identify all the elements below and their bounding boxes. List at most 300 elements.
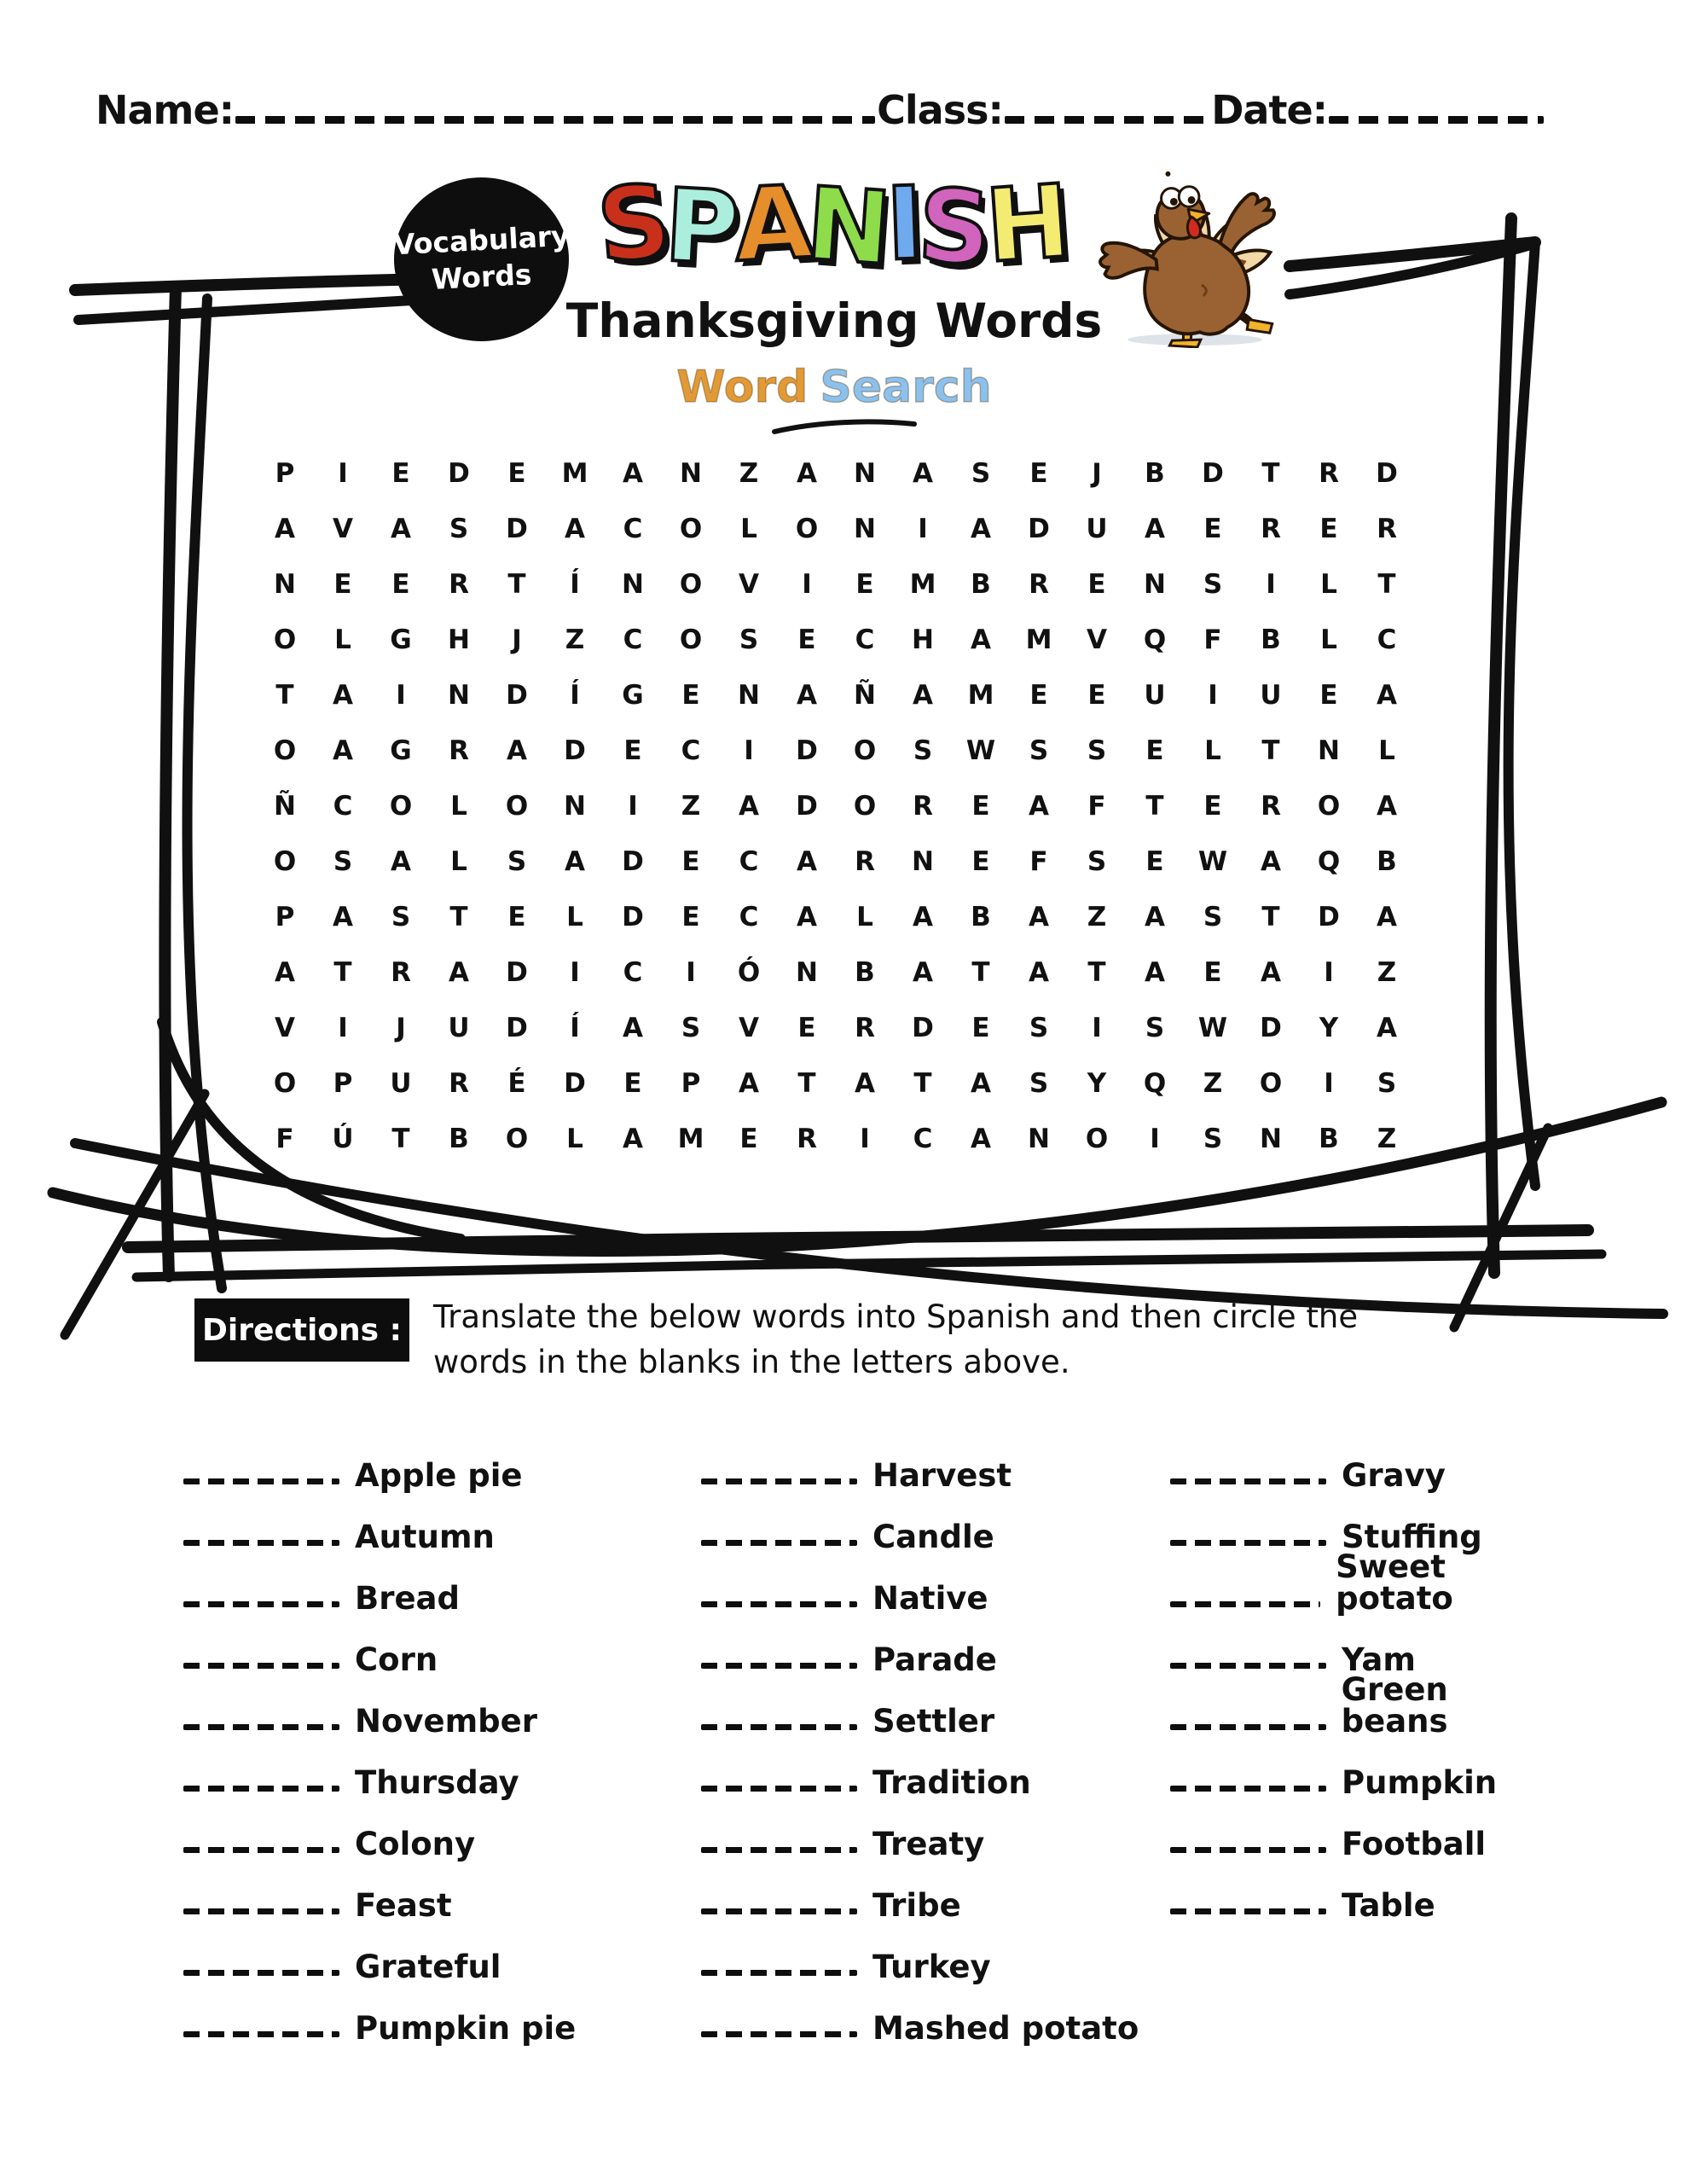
grid-letter: C — [623, 624, 643, 655]
grid-letter: Q — [1143, 1067, 1167, 1099]
grid-letter: S — [1087, 845, 1107, 877]
grid-letter: S — [391, 901, 411, 932]
word-label: Football — [1342, 1826, 1487, 1862]
grid-letter: D — [506, 956, 528, 988]
grid-letter: G — [390, 624, 412, 655]
grid-letter: S — [739, 624, 759, 655]
grid-letter: T — [391, 1123, 410, 1154]
grid-letter: I — [802, 568, 812, 600]
word-list-item — [183, 1493, 701, 1554]
word-list-item — [183, 1554, 701, 1616]
grid-letter: A — [739, 790, 759, 822]
grid-letter: Ú — [332, 1123, 354, 1154]
grid-letter: O — [273, 1067, 297, 1099]
grid-letter: R — [1377, 513, 1397, 544]
grid-letter: I — [860, 1123, 870, 1154]
grid-letter: N — [854, 457, 876, 489]
grid-letter: O — [853, 790, 877, 822]
grid-letter: T — [449, 901, 468, 932]
grid-letter: W — [1197, 845, 1228, 877]
grid-letter: L — [566, 901, 583, 932]
translation-blank[interactable] — [1170, 1786, 1326, 1792]
word-label: November — [355, 1703, 537, 1740]
grid-letter: A — [1377, 790, 1397, 822]
grid-letter: I — [1150, 1123, 1160, 1154]
grid-letter: Y — [1319, 1012, 1339, 1043]
grid-letter: C — [1377, 624, 1397, 655]
grid-letter: P — [275, 901, 295, 932]
grid-letter: O — [679, 513, 703, 544]
grid-letter: N — [1028, 1123, 1050, 1154]
wordsearch-title-word: Search — [820, 362, 992, 413]
grid-letter: O — [1317, 790, 1341, 822]
grid-letter: H — [912, 624, 934, 655]
name-label: Name: — [96, 87, 235, 133]
word-list-item — [1170, 1800, 1565, 1862]
grid-letter: E — [333, 568, 352, 600]
spanish-title-letter: P — [662, 166, 743, 288]
word-list-item — [1170, 1548, 1565, 1617]
grid-letter: G — [390, 735, 412, 766]
translation-blank[interactable] — [183, 1724, 339, 1730]
grid-letter: A — [797, 457, 817, 489]
word-label: Pumpkin — [1342, 1764, 1498, 1801]
grid-letter: S — [1029, 1012, 1049, 1043]
class-label: Class: — [877, 87, 1003, 133]
translation-blank[interactable] — [1170, 1601, 1320, 1607]
grid-letter: T — [913, 1067, 932, 1099]
badge-line2: Words — [430, 257, 533, 297]
grid-letter: E — [623, 1067, 642, 1099]
directions-line2: words in the blanks in the letters above. — [433, 1343, 1070, 1380]
grid-letter: T — [275, 679, 294, 711]
grid-letter: A — [913, 679, 933, 711]
grid-letter: T — [1087, 956, 1106, 988]
word-list-item — [183, 1616, 701, 1677]
grid-letter: B — [1377, 845, 1397, 877]
grid-letter: I — [1324, 956, 1334, 988]
grid-letter: A — [333, 901, 353, 932]
word-list-item — [701, 1554, 1170, 1616]
translation-blank[interactable] — [701, 1724, 857, 1730]
grid-letter: N — [448, 679, 470, 711]
grid-letter: D — [912, 1012, 934, 1043]
word-label: Tribe — [872, 1887, 961, 1924]
spanish-title-letter: A — [731, 162, 815, 285]
grid-letter: Í — [570, 679, 580, 711]
word-list-item — [183, 1739, 701, 1800]
grid-letter: C — [739, 901, 759, 932]
grid-letter: G — [622, 679, 644, 711]
grid-letter: W — [1197, 1012, 1228, 1043]
translation-blank[interactable] — [701, 1663, 857, 1669]
grid-letter: D — [506, 1012, 528, 1043]
translation-blank[interactable] — [183, 1970, 339, 1976]
translation-blank[interactable] — [701, 1908, 857, 1914]
grid-letter: D — [1376, 457, 1398, 489]
grid-letter: A — [391, 513, 411, 544]
grid-letter: E — [1145, 735, 1164, 766]
grid-letter: Y — [1087, 1067, 1107, 1099]
grid-letter: I — [628, 790, 638, 822]
grid-letter: F — [1203, 624, 1222, 655]
translation-blank[interactable] — [701, 1540, 857, 1546]
word-label: Pumpkin pie — [355, 2010, 577, 2047]
spanish-title-letter: S — [915, 166, 994, 288]
grid-letter: Ñ — [274, 790, 296, 822]
class-blank[interactable] — [1005, 116, 1209, 124]
grid-letter: E — [1029, 457, 1048, 489]
word-label: Stuffing — [1342, 1519, 1482, 1555]
spanish-title-letter: H — [982, 161, 1075, 286]
grid-letter: C — [681, 735, 701, 766]
grid-letter: Z — [681, 790, 701, 822]
grid-letter: S — [449, 513, 469, 544]
grid-letter: A — [1377, 1012, 1397, 1043]
vocabulary-words-badge — [394, 177, 569, 341]
grid-letter: Z — [739, 457, 759, 489]
directions-line1: Translate the below words into Spanish and then circle the — [433, 1298, 1359, 1335]
grid-letter: L — [856, 901, 873, 932]
translation-blank[interactable] — [701, 1970, 857, 1976]
translation-blank[interactable] — [183, 2031, 339, 2037]
grid-letter: O — [795, 513, 819, 544]
grid-letter: N — [1318, 735, 1340, 766]
grid-letter: E — [623, 735, 642, 766]
grid-letter: Ó — [737, 956, 761, 988]
translation-blank[interactable] — [183, 1478, 339, 1484]
grid-letter: O — [273, 735, 297, 766]
grid-letter: I — [338, 1012, 348, 1043]
grid-letter: N — [274, 568, 296, 600]
grid-letter: L — [1378, 735, 1395, 766]
date-label: Date: — [1211, 87, 1328, 133]
grid-letter: N — [622, 568, 644, 600]
translation-blank[interactable] — [1170, 1908, 1326, 1914]
grid-letter: R — [391, 956, 411, 988]
wordsearch-title — [578, 362, 1090, 413]
grid-letter: Q — [1317, 845, 1341, 877]
word-label: Autumn — [355, 1519, 495, 1555]
grid-letter: N — [1144, 568, 1166, 600]
grid-letter: C — [913, 1123, 933, 1154]
translation-blank[interactable] — [701, 1847, 857, 1853]
grid-letter: E — [971, 845, 990, 877]
name-blank[interactable] — [235, 116, 875, 124]
word-label: Bread — [355, 1580, 460, 1617]
grid-letter: H — [448, 624, 470, 655]
grid-letter: A — [1029, 956, 1049, 988]
grid-letter: D — [1028, 513, 1050, 544]
translation-blank[interactable] — [701, 1478, 857, 1484]
grid-letter: A — [1145, 956, 1165, 988]
grid-letter: L — [450, 845, 467, 877]
grid-letter: E — [1203, 956, 1222, 988]
grid-letter: V — [275, 1012, 295, 1043]
grid-letter: S — [971, 457, 991, 489]
grid-letter: A — [449, 956, 469, 988]
word-label: Tradition — [872, 1764, 1031, 1801]
grid-letter: I — [1324, 1067, 1334, 1099]
grid-letter: D — [506, 513, 528, 544]
grid-letter: Z — [565, 624, 585, 655]
grid-letter: S — [1145, 1012, 1165, 1043]
grid-letter: E — [1145, 845, 1164, 877]
grid-letter: D — [622, 845, 644, 877]
grid-letter: I — [570, 956, 580, 988]
translation-blank[interactable] — [1170, 1663, 1326, 1669]
grid-letter: E — [1319, 513, 1338, 544]
grid-letter: V — [739, 1012, 759, 1043]
word-list-item — [183, 1984, 701, 2046]
grid-letter: B — [855, 956, 875, 988]
grid-letter: A — [333, 679, 353, 711]
word-list-item — [1170, 1432, 1565, 1493]
word-list-item — [701, 1800, 1170, 1862]
translation-blank[interactable] — [701, 1786, 857, 1792]
grid-letter: T — [1261, 901, 1280, 932]
grid-letter: O — [505, 1123, 529, 1154]
grid-letter: F — [1087, 790, 1106, 822]
grid-letter: E — [391, 457, 410, 489]
grid-letter: I — [686, 956, 696, 988]
translation-blank[interactable] — [701, 1601, 857, 1607]
word-label: Settler — [872, 1703, 995, 1740]
grid-letter: D — [1202, 457, 1224, 489]
grid-letter: M — [909, 568, 936, 600]
grid-letter: Z — [1377, 956, 1397, 988]
grid-letter: R — [449, 568, 469, 600]
translation-blank[interactable] — [183, 1663, 339, 1669]
grid-letter: S — [913, 735, 933, 766]
grid-letter: J — [1092, 457, 1102, 489]
worksheet-subtitle: Thanksgiving Words — [565, 293, 1103, 348]
grid-letter: A — [971, 1067, 991, 1099]
grid-letter: B — [449, 1123, 469, 1154]
grid-letter: S — [1029, 735, 1049, 766]
grid-letter: S — [681, 1012, 701, 1043]
grid-letter: L — [1320, 568, 1337, 600]
word-list-item — [1170, 1862, 1565, 1923]
grid-letter: A — [971, 624, 991, 655]
grid-letter: A — [913, 901, 933, 932]
grid-letter: D — [1260, 1012, 1282, 1043]
grid-letter: A — [971, 513, 991, 544]
grid-letter: B — [971, 568, 991, 600]
grid-letter: A — [855, 1067, 875, 1099]
wordsearch-title-word: Word — [676, 362, 809, 413]
grid-letter: O — [853, 735, 877, 766]
grid-letter: L — [1204, 735, 1221, 766]
grid-letter: F — [275, 1123, 294, 1154]
grid-letter: B — [1261, 624, 1281, 655]
grid-letter: S — [1087, 735, 1107, 766]
translation-blank[interactable] — [183, 1847, 339, 1853]
grid-letter: I — [744, 735, 754, 766]
grid-letter: C — [623, 956, 643, 988]
grid-letter: E — [1087, 568, 1106, 600]
grid-letter: R — [1261, 513, 1281, 544]
grid-letter: B — [971, 901, 991, 932]
grid-letter: E — [681, 845, 700, 877]
grid-letter: Z — [1377, 1123, 1397, 1154]
grid-letter: R — [855, 1012, 875, 1043]
grid-letter: D — [564, 735, 586, 766]
grid-letter: E — [507, 457, 526, 489]
grid-letter: M — [967, 679, 994, 711]
grid-letter: B — [1319, 1123, 1339, 1154]
name-class-date-row — [96, 72, 1545, 133]
word-label: Parade — [872, 1641, 997, 1678]
grid-letter: D — [796, 735, 818, 766]
grid-letter: R — [449, 735, 469, 766]
grid-letter: O — [679, 568, 703, 600]
grid-letter: A — [739, 1067, 759, 1099]
word-label: Colony — [355, 1826, 476, 1862]
grid-letter: E — [855, 568, 874, 600]
word-label: Green beans — [1341, 1671, 1448, 1740]
word-list-item — [183, 1862, 701, 1923]
grid-letter: U — [1260, 679, 1282, 711]
grid-letter: S — [333, 845, 353, 877]
grid-letter: A — [971, 1123, 991, 1154]
spanish-title-letter: N — [803, 164, 896, 288]
grid-letter: S — [1203, 1123, 1223, 1154]
grid-letter: A — [1029, 790, 1049, 822]
grid-letter: E — [681, 679, 700, 711]
grid-letter: U — [448, 1012, 470, 1043]
spanish-title-letter: S — [593, 161, 676, 286]
grid-letter: C — [855, 624, 875, 655]
grid-letter: E — [1087, 679, 1106, 711]
translation-blank[interactable] — [1170, 1847, 1326, 1853]
grid-letter: L — [740, 513, 757, 544]
spanish-title — [578, 159, 1090, 288]
grid-letter: I — [1208, 679, 1218, 711]
grid-letter: D — [622, 901, 644, 932]
directions-label: Directions : — [202, 1312, 402, 1348]
grid-letter: A — [565, 845, 585, 877]
grid-letter: A — [913, 956, 933, 988]
grid-letter: U — [1086, 513, 1108, 544]
grid-letter: Í — [570, 568, 580, 600]
grid-letter: E — [1203, 790, 1222, 822]
word-label: Native — [872, 1580, 988, 1617]
translation-blank[interactable] — [1170, 1540, 1326, 1546]
grid-letter: D — [796, 790, 818, 822]
grid-letter: E — [391, 568, 410, 600]
grid-letter: T — [1377, 568, 1396, 600]
word-list-item — [1170, 1616, 1565, 1677]
word-label: Harvest — [872, 1457, 1012, 1494]
grid-letter: A — [275, 513, 295, 544]
word-list-item — [701, 1862, 1170, 1923]
grid-letter: A — [623, 457, 643, 489]
grid-letter: F — [1029, 845, 1048, 877]
grid-letter: A — [623, 1012, 643, 1043]
grid-letter: T — [333, 956, 352, 988]
word-label: Gravy — [1342, 1457, 1446, 1494]
translation-blank[interactable] — [701, 2031, 857, 2037]
grid-letter: J — [512, 624, 522, 655]
grid-letter: E — [971, 790, 990, 822]
grid-letter: Q — [1143, 624, 1167, 655]
grid-letter: E — [797, 624, 816, 655]
grid-letter: B — [1145, 457, 1165, 489]
grid-letter: T — [971, 956, 990, 988]
badge-line1: Vocabulary — [392, 218, 571, 262]
translation-blank[interactable] — [1170, 1724, 1326, 1730]
grid-letter: M — [677, 1123, 704, 1154]
grid-letter: C — [623, 513, 643, 544]
grid-letter: E — [1029, 679, 1048, 711]
translation-blank[interactable] — [183, 1908, 339, 1914]
grid-letter: A — [275, 956, 295, 988]
grid-letter: J — [396, 1012, 406, 1043]
word-label: Yam — [1342, 1641, 1416, 1678]
grid-letter: T — [507, 568, 526, 600]
grid-letter: A — [1261, 956, 1281, 988]
grid-letter: D — [564, 1067, 586, 1099]
grid-letter: O — [1259, 1067, 1283, 1099]
translation-blank[interactable] — [183, 1540, 339, 1546]
directions-text — [433, 1295, 1440, 1385]
grid-letter: R — [855, 845, 875, 877]
grid-letter: O — [505, 790, 529, 822]
grid-letter: A — [797, 845, 817, 877]
grid-letter: A — [1377, 679, 1397, 711]
grid-letter: V — [1087, 624, 1107, 655]
grid-letter: E — [797, 1012, 816, 1043]
grid-letter: S — [1203, 568, 1223, 600]
word-list-item — [1170, 1493, 1565, 1554]
word-list — [183, 1432, 1565, 2046]
grid-letter: O — [679, 624, 703, 655]
translation-blank[interactable] — [183, 1601, 339, 1607]
grid-letter: L — [334, 624, 351, 655]
grid-letter: P — [681, 1067, 701, 1099]
grid-letter: L — [566, 1123, 583, 1154]
grid-letter: Z — [1087, 901, 1107, 932]
word-list-item — [701, 1616, 1170, 1677]
grid-letter: S — [1203, 901, 1223, 932]
word-list-item — [701, 1984, 1170, 2046]
grid-letter: N — [854, 513, 876, 544]
grid-letter: C — [333, 790, 353, 822]
translation-blank[interactable] — [183, 1786, 339, 1792]
wordsearch-grid — [256, 445, 1416, 1166]
word-list-item — [701, 1677, 1170, 1739]
translation-blank[interactable] — [1170, 1478, 1326, 1484]
grid-letter: N — [564, 790, 586, 822]
grid-letter: N — [912, 845, 934, 877]
word-list-item — [701, 1493, 1170, 1554]
grid-letter: L — [1320, 624, 1337, 655]
word-list-item — [183, 1677, 701, 1739]
word-label: Table — [1342, 1887, 1435, 1924]
grid-letter: I — [1266, 568, 1276, 600]
word-list-column — [1170, 1432, 1565, 2046]
grid-letter: I — [918, 513, 928, 544]
word-list-column — [701, 1432, 1170, 2046]
grid-letter: R — [1319, 457, 1339, 489]
word-label: Candle — [872, 1519, 994, 1555]
date-blank[interactable] — [1329, 116, 1544, 124]
grid-letter: V — [739, 568, 759, 600]
word-list-item — [1170, 1739, 1565, 1800]
grid-letter: A — [391, 845, 411, 877]
grid-letter: R — [797, 1123, 817, 1154]
